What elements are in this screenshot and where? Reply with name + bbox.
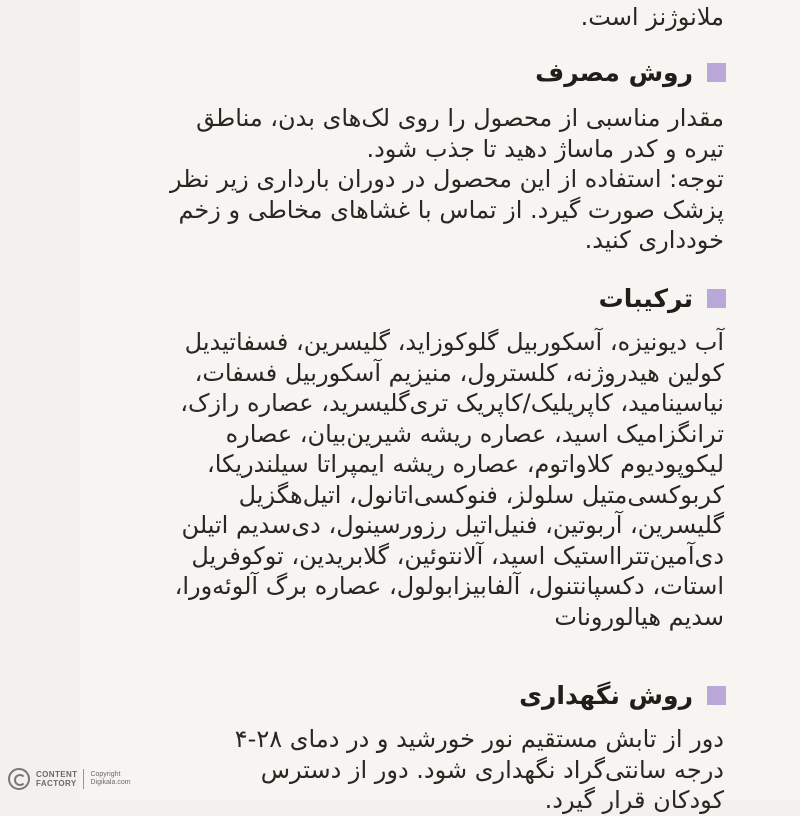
ingredient-line: لیکوپودیوم کلاواتوم، عصاره ریشه ایمپراتا سیلندریکا، (207, 450, 724, 478)
watermark-credit-line: Copyright (90, 771, 121, 778)
usage-line: پزشک صورت گیرد. از تماس با غشاهای مخاطی و زخم (178, 195, 724, 224)
content-factory-logo-icon (8, 768, 30, 790)
ingredients-title: ترکیبات (598, 284, 693, 313)
storage-line: دور از تابش مستقیم نور خورشید و در دمای ۲۸-۴ (234, 725, 724, 753)
ingredients-heading (599, 284, 726, 313)
watermark-brand-line: FACTORY (36, 779, 77, 788)
ingredient-line: ترانگزامیک اسید، عصاره ریشه شیرین‌بیان، عصاره (225, 419, 724, 448)
ingredient-line: کولین هیدروژنه، کلسترول، منیزیم آسکوربیل فسفات، (194, 358, 724, 387)
watermark-credit-line: Digikala.com (90, 779, 131, 786)
storage-line: کودکان قرار گیرد. (544, 786, 724, 814)
storage-title: روش نگهداری (519, 681, 693, 710)
ingredient-line: استات، دکسپانتنول، آلفابیزابولول، عصاره برگ آلوئه‌ورا، (174, 572, 724, 600)
ingredient-line: دی‌آمین‌تترااستیک اسید، آلانتوئین، گلابریدین، توکوفریل (191, 541, 724, 570)
ingredient-line: آب دیونیزه، آسکوربیل گلوکوزاید، گلیسرین، فسفاتیدیل (184, 328, 724, 356)
storage-line: درجه سانتی‌گراد نگهداری شود. دور از دسترس (260, 755, 724, 784)
storage-heading (519, 681, 726, 710)
section-bullet-icon (707, 686, 726, 705)
storage-paragraph (84, 724, 724, 816)
usage-title: روش مصرف (535, 58, 693, 87)
usage-heading (535, 58, 726, 87)
ingredient-line: گلیسرین، آربوتین، فنیل‌اتیل رزورسینول، دی‌سدیم اتیلن (181, 511, 724, 539)
ingredient-line: سدیم هیالورونات (554, 602, 724, 631)
watermark-brand (36, 770, 77, 788)
watermark-divider (83, 769, 84, 789)
top-text-line: ملانوژنز است. (580, 3, 724, 31)
usage-line: مقدار مناسبی از محصول را روی لک‌های بدن، مناطق (196, 104, 724, 132)
section-bullet-icon (707, 63, 726, 82)
watermark-brand-line: CONTENT (36, 770, 78, 779)
section-bullet-icon (707, 289, 726, 308)
ingredients-paragraph (84, 327, 724, 632)
watermark (8, 768, 131, 790)
usage-paragraph (84, 103, 724, 256)
usage-line: توجه: استفاده از این محصول در دوران بارداری زیر نظر (169, 165, 724, 193)
usage-line: تیره و کدر ماساژ دهید تا جذب شود. (366, 134, 724, 163)
usage-line: خودداری کنید. (584, 226, 724, 254)
ingredient-line: کربوکسی‌متیل سلولز، فنوکسی‌اتانول، اتیل‌هگزیل (238, 480, 724, 509)
watermark-credit (90, 771, 130, 787)
ingredient-line: نیاسینامید، کاپریلیک/کاپریک تری‌گلیسرید، عصاره رازک، (180, 389, 724, 417)
